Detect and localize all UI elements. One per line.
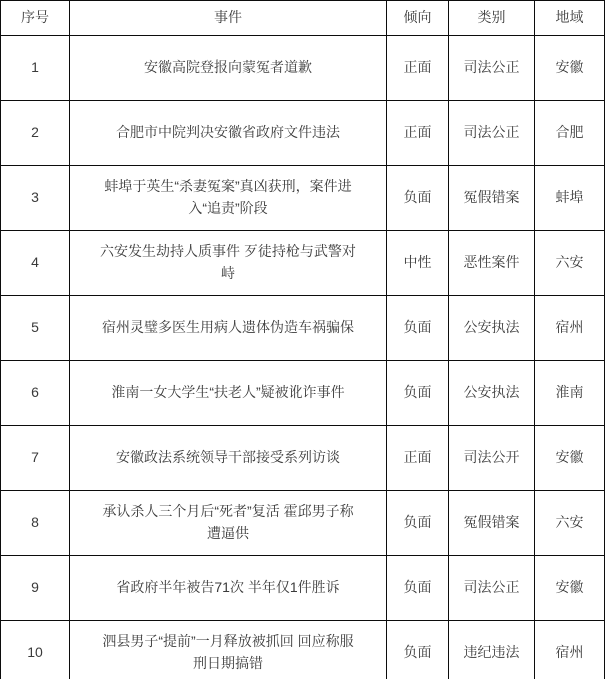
- cell-no: 3: [1, 166, 70, 231]
- cell-region: 淮南: [535, 361, 605, 426]
- cell-category: 司法公正: [449, 36, 535, 101]
- cell-event: 安徽政法系统领导干部接受系列访谈: [70, 426, 387, 491]
- table-row: [1, 621, 605, 679]
- cell-region: 六安: [535, 491, 605, 556]
- cell-category: 冤假错案: [449, 166, 535, 231]
- cell-no: 7: [1, 426, 70, 491]
- cell-no: 6: [1, 361, 70, 426]
- cell-no: 1: [1, 36, 70, 101]
- cell-tendency: 负面: [387, 556, 449, 621]
- cell-tendency: 正面: [387, 36, 449, 101]
- header-cell-tendency: 倾向: [387, 1, 449, 36]
- cell-tendency: 负面: [387, 166, 449, 231]
- cell-event: 蚌埠于英生“杀妻冤案”真凶获刑，案件进入“追责”阶段: [70, 166, 387, 231]
- cell-region: 安徽: [535, 556, 605, 621]
- cell-region: 安徽: [535, 36, 605, 101]
- cell-region: 宿州: [535, 296, 605, 361]
- cell-category: 司法公开: [449, 426, 535, 491]
- cell-tendency: 负面: [387, 296, 449, 361]
- cell-category: 冤假错案: [449, 491, 535, 556]
- cell-no: 8: [1, 491, 70, 556]
- cell-event: 合肥市中院判决安徽省政府文件违法: [70, 101, 387, 166]
- table-row: [1, 556, 605, 621]
- cell-region: 蚌埠: [535, 166, 605, 231]
- cell-no: 9: [1, 556, 70, 621]
- cell-event: 安徽高院登报向蒙冤者道歉: [70, 36, 387, 101]
- header-cell-category: 类别: [449, 1, 535, 36]
- cell-category: 公安执法: [449, 296, 535, 361]
- cell-region: 安徽: [535, 426, 605, 491]
- table-row: [1, 361, 605, 426]
- cell-event: 承认杀人三个月后“死者”复活 霍邱男子称遭逼供: [70, 491, 387, 556]
- cell-no: 10: [1, 621, 70, 679]
- table-row: [1, 426, 605, 491]
- cell-region: 宿州: [535, 621, 605, 679]
- cell-no: 4: [1, 231, 70, 296]
- table-row: [1, 491, 605, 556]
- cell-event: 六安发生劫持人质事件 歹徒持枪与武警对峙: [70, 231, 387, 296]
- cell-region: 合肥: [535, 101, 605, 166]
- cell-tendency: 负面: [387, 361, 449, 426]
- cell-category: 公安执法: [449, 361, 535, 426]
- cell-tendency: 负面: [387, 621, 449, 679]
- cell-category: 恶性案件: [449, 231, 535, 296]
- table-row: [1, 166, 605, 231]
- cell-category: 违纪违法: [449, 621, 535, 679]
- cell-tendency: 正面: [387, 101, 449, 166]
- cell-no: 5: [1, 296, 70, 361]
- cell-no: 2: [1, 101, 70, 166]
- table-row: [1, 231, 605, 296]
- cell-event: 泗县男子“提前”一月释放被抓回 回应称服刑日期搞错: [70, 621, 387, 679]
- cell-event: 淮南一女大学生“扶老人”疑被讹诈事件: [70, 361, 387, 426]
- cell-event: 宿州灵璧多医生用病人遗体伪造车祸骗保: [70, 296, 387, 361]
- header-cell-no: 序号: [1, 1, 70, 36]
- cell-category: 司法公正: [449, 101, 535, 166]
- cell-category: 司法公正: [449, 556, 535, 621]
- table-row: [1, 36, 605, 101]
- cell-tendency: 正面: [387, 426, 449, 491]
- header-cell-event: 事件: [70, 1, 387, 36]
- cell-region: 六安: [535, 231, 605, 296]
- cell-event: 省政府半年被告71次 半年仅1件胜诉: [70, 556, 387, 621]
- table-row: [1, 101, 605, 166]
- cell-tendency: 负面: [387, 491, 449, 556]
- table-row: [1, 296, 605, 361]
- header-row: [1, 1, 605, 36]
- header-cell-region: 地域: [535, 1, 605, 36]
- cell-tendency: 中性: [387, 231, 449, 296]
